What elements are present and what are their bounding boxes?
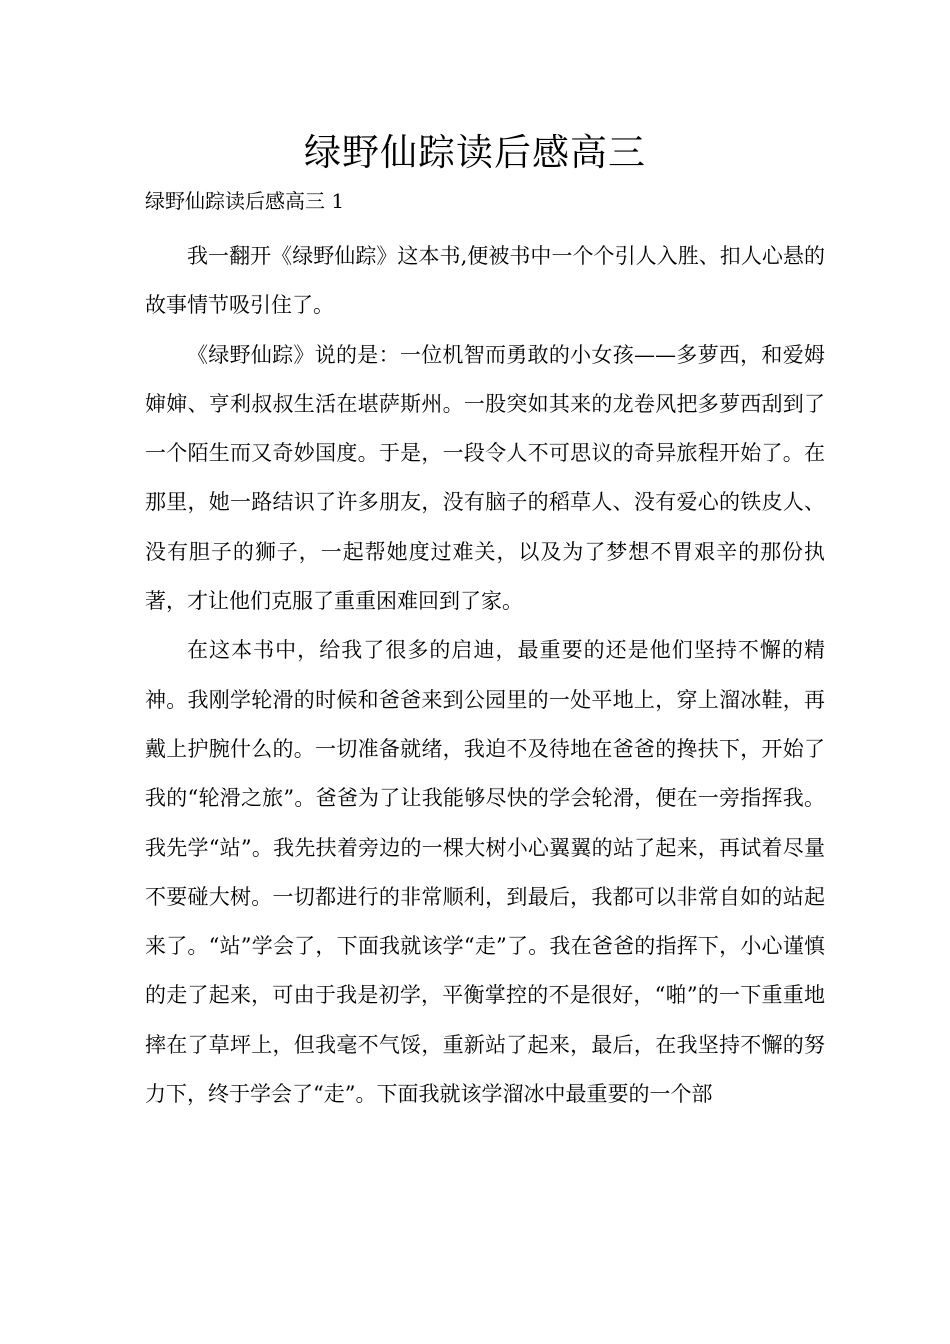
paragraph-1: 我一翻开《绿野仙踪》这本书,便被书中一个个引人入胜、扣人心悬的故事情节吸引住了。: [145, 244, 825, 318]
paragraph-2: 《绿野仙踪》说的是：一位机智而勇敢的小女孩——多萝西，和爱姆婶婶、亨利叔叔生活在堪萨斯州。一股突如其来的龙卷风把多萝西刮到了一个陌生而又奇妙国度。于是，一段令人不可思议的奇异旅程开始了。在那里，她一路结识了许多朋友，没有脑子的稻草人、没有爱心的铁皮人、没有胆子的狮子，一起帮她度过难关，以及为了梦想不胃艰辛的那份执著，才让他们克服了重重困难回到了家。: [145, 342, 825, 614]
paragraph-3: 在这本书中，给我了很多的启迪，最重要的还是他们坚持不懈的精神。我刚学轮滑的时候和爸爸来到公园里的一处平地上，穿上溜冰鞋，再戴上护腕什么的。一切准备就绪，我迫不及待地在爸爸的搀扶下，开始了我的“轮滑之旅”。爸爸为了让我能够尽快的学会轮滑，便在一旁指挥我。我先学“站”。我先扶着旁边的一棵大树小心翼翼的站了起来，再试着尽量不要碰大树。一切都进行的非常顺利，到最后，我都可以非常自如的站起来了。“站”学会了，下面我就该学“走”了。我在爸爸的指挥下，小心谨慎的走了起来，可由于我是初学，平衡掌控的不是很好，“啪”的一下重重地摔在了草坪上，但我毫不气馁，重新站了起来，最后，在我坚持不懈的努力下，终于学会了“走”。下面我就该学溜冰中最重要的一个部: [145, 638, 825, 1107]
document-title: 绿野仙踪读后感高三: [304, 131, 646, 174]
document-subtitle: 绿野仙踪读后感高三 1: [145, 189, 345, 213]
document-body: [145, 232, 825, 1119]
